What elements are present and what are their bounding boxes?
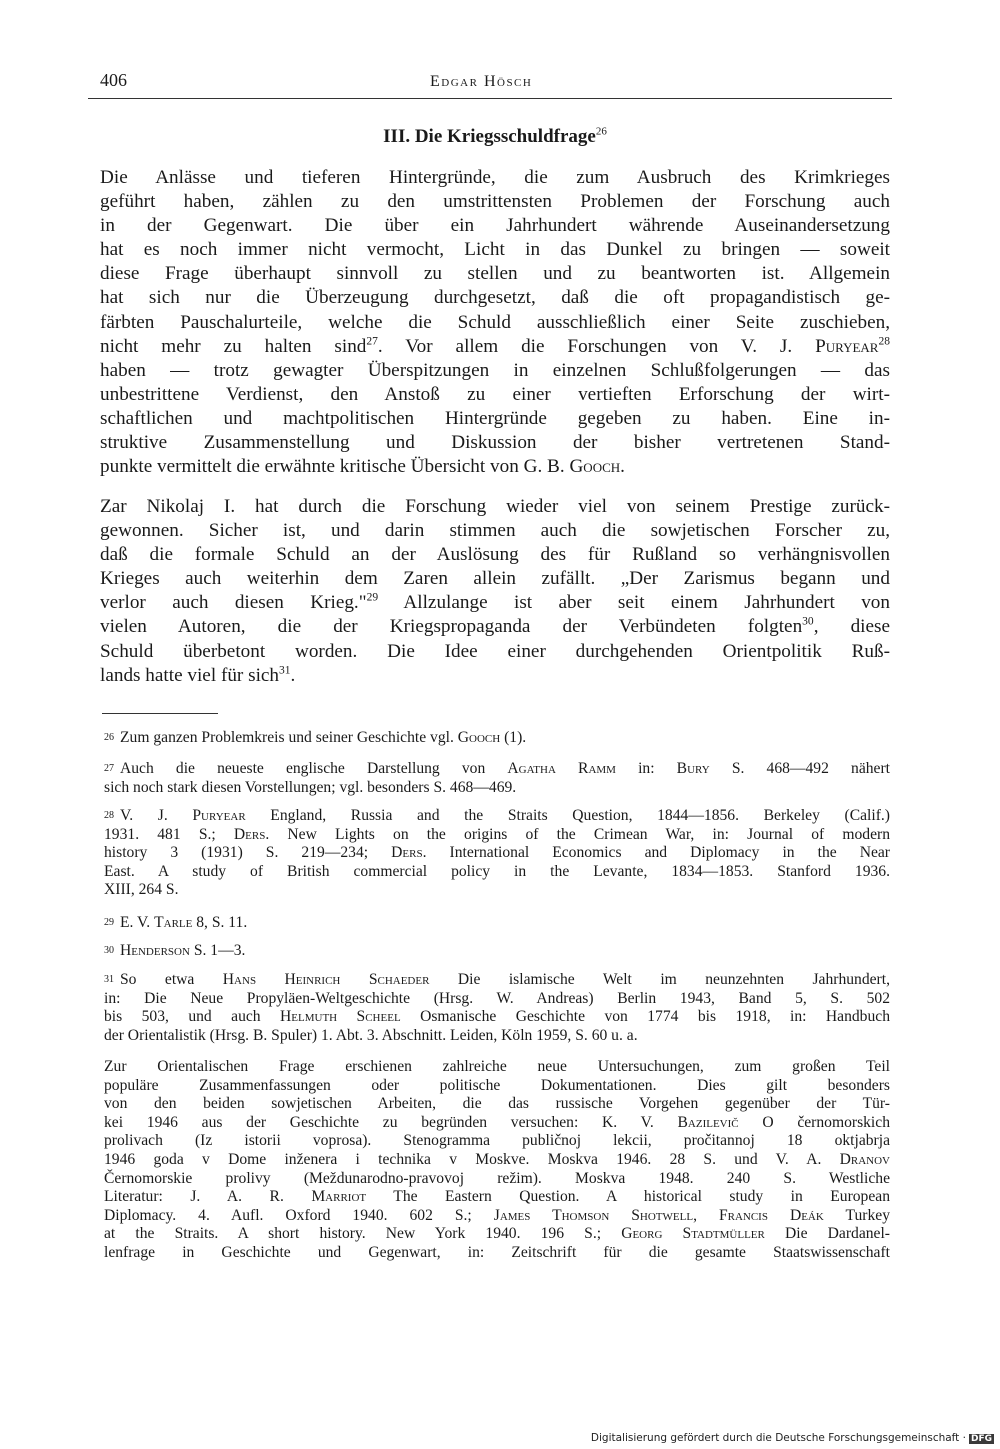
text-line: [104, 1207, 890, 1226]
footnote-ref-31: 31: [279, 664, 291, 677]
text-line: struktive Zusammenstellung und Diskussion der bisher vertretenen Stand-: [100, 432, 890, 454]
text-segment: in:: [615, 760, 677, 777]
author-name: Francis Deák: [718, 1206, 824, 1224]
text-line: [104, 1008, 890, 1027]
text-line: gewonnen. Sicher ist, und darin stimmen auch die sowjetischen Forscher zu,: [100, 520, 890, 542]
footnote-ref-29: 29: [366, 591, 379, 604]
text-segment: bis 503, und auch: [104, 1008, 281, 1026]
page-header: [100, 70, 890, 98]
text-segment: nicht mehr zu halten sind: [100, 335, 367, 357]
text-line: [104, 942, 890, 961]
footnote-number: 26: [104, 732, 114, 743]
digitization-credit: [591, 1432, 994, 1444]
author-name: Agatha Ramm: [507, 760, 616, 777]
text-segment: Die Dardanel-: [764, 1225, 890, 1243]
text-segment: 8, S. 11.: [192, 914, 248, 931]
footnote-26: [104, 729, 890, 748]
text-line: [104, 1188, 890, 1207]
text-line: [104, 729, 890, 748]
author-name: Puryear: [192, 807, 246, 824]
page-number: 406: [100, 70, 127, 90]
text-segment: Zum ganzen Problemkreis und seiner Geschichte vgl.: [120, 729, 458, 746]
text-line: hat es noch immer nicht vermocht, Licht in das Dunkel zu bringen — soweit: [100, 239, 890, 261]
text-segment: . Vor allem die Forschungen von V. J.: [377, 335, 816, 357]
text-line: schaftlichen und machtpolitischen Hintergründe gegeben zu haben. Eine in-: [100, 407, 890, 429]
text-line: [104, 844, 890, 863]
text-segment: Osmanische Geschichte von 1774 bis 1918, in: Handbuch: [400, 1008, 890, 1026]
dfg-logo: DFG: [970, 1434, 992, 1444]
paragraph-1: [100, 166, 890, 479]
text-segment: history 3 (1931) S. 219—234;: [104, 844, 392, 862]
text-segment: .: [620, 456, 625, 478]
footnote-27: [104, 760, 890, 797]
text-segment: Allzulange ist aber seit einem Jahrhundert von: [378, 592, 890, 614]
footnote-number: 28: [104, 810, 114, 821]
text-line: East. A study of British commercial policy in the Levante, 1834—1853. Stanford 1936.: [104, 862, 890, 880]
text-line: prolivach (Iz istorii voprosa). Stenogramma publičnoj lekcii, pročitannoj 18 oktjabrja: [104, 1132, 890, 1150]
footnote-ref-27: 27: [366, 335, 378, 348]
text-segment: S. 1—3.: [189, 942, 246, 959]
author-name: Marriot: [311, 1188, 367, 1206]
footnote-ref-30: 30: [802, 616, 814, 629]
author-name: Henderson: [120, 942, 190, 959]
text-segment: , diese: [813, 616, 890, 638]
author-name: Georg Stadtmüller: [621, 1225, 765, 1243]
text-line: Krieges auch weiterhin dem Zaren allein zufällt. „Der Zarismus begann und: [100, 568, 890, 590]
text-line: Schuld überbetont worden. Die Idee einer durchgehenden Orientpolitik Ruß-: [100, 640, 890, 662]
footnote-ref-28: 28: [878, 335, 890, 348]
footnote-separator: [102, 713, 218, 714]
text-line: daß die formale Schuld an der Auslösung des für Rußland so verhängnisvollen: [100, 544, 890, 566]
footnote-31-continuation: [104, 1058, 890, 1263]
text-line: [104, 1114, 890, 1133]
text-segment: S. 468—492 nähert: [709, 760, 890, 777]
text-line: unbestrittene Verdienst, den Anstoß zu einer vertieften Erforschung der wirt-: [100, 383, 890, 405]
author-name: Puryear: [815, 335, 879, 357]
text-segment: New Lights on the origins of the Crimean War, in: Journal of modern: [269, 825, 890, 843]
text-segment: verlor auch diesen Krieg.": [100, 592, 367, 614]
section-heading: [100, 126, 890, 148]
text-line: XIII, 264 S.: [104, 881, 179, 899]
text-line: populäre Zusammenfassungen oder politische Dokumentationen. Dies gilt besonders: [104, 1076, 890, 1094]
text-line: hat sich nur die Überzeugung durchgesetzt, daß die oft propagandistisch ge-: [100, 287, 890, 309]
author-name: Helmuth Scheel: [280, 1008, 401, 1026]
text-line: [100, 591, 890, 615]
text-segment: Literatur: J. A. R.: [104, 1188, 312, 1206]
author-name: James Thomson Shotwell: [493, 1206, 694, 1224]
footnote-31: [104, 971, 890, 1045]
footnote-ref-26: 26: [595, 125, 607, 138]
text-line: Die Anlässe und tieferen Hintergründe, die zum Ausbruch des Krimkrieges: [100, 167, 890, 188]
text-line: der Orientalistik (Hrsg. B. Spuler) 1. Abt. 3. Abschnitt. Leiden, Köln 1959, S. 60 u. a.: [104, 1026, 638, 1044]
text-segment: 1946 goda v Dome inženera i technika v Moskve. Moskva 1946. 28 S. und V. A.: [104, 1150, 840, 1168]
text-line: [100, 664, 890, 688]
author-name: Bury: [676, 760, 710, 777]
text-line: [104, 1151, 890, 1170]
paragraph-2: [100, 495, 890, 688]
author-name: Gooch: [569, 456, 621, 478]
text-segment: Diplomacy. 4. Aufl. Oxford 1940. 602 S.;: [104, 1206, 494, 1224]
text-line: [104, 1225, 890, 1244]
author-name: Hans Heinrich Schaeder: [222, 971, 430, 988]
text-line: [104, 807, 890, 826]
text-line: färbten Pauschalurteile, welche die Schuld ausschließlich einer Seite zuschieben,: [100, 311, 890, 333]
author-name: Dranov: [839, 1150, 890, 1168]
text-segment: E. V.: [120, 914, 155, 931]
text-segment: vielen Autoren, die der Kriegspropaganda der Verbündeten folgten: [100, 616, 803, 638]
text-line: Černomorskie prolivy (Meždunarodno-pravovoj režim). Moskva 1948. 240 S. Westliche: [104, 1169, 890, 1187]
text-segment: V. J.: [120, 807, 193, 824]
text-line: [104, 760, 890, 779]
digitization-credit-text: Digitalisierung gefördert durch die Deutsche Forschungsgemeinschaft ·: [590, 1432, 966, 1444]
text-segment: Auch die neueste englische Darstellung von: [120, 760, 508, 777]
footnote-number: 29: [104, 917, 114, 928]
text-line: [100, 455, 890, 479]
text-segment: The Eastern Question. A historical study in European: [366, 1188, 890, 1206]
footnote-number: 27: [104, 763, 114, 774]
text-segment: 1931. 481 S.;: [104, 825, 234, 843]
text-line: von den beiden sowjetischen Arbeiten, die das russische Vorgehen gegenüber der Tür-: [104, 1095, 890, 1113]
text-line: [104, 971, 890, 990]
text-line: Zur Orientalischen Frage erschienen zahlreiche neue Untersuchungen, zum großen Teil: [104, 1058, 890, 1075]
text-segment: International Economics and Diplomacy in the Near: [426, 844, 890, 862]
text-line: in der Gegenwart. Die über ein Jahrhundert währende Auseinandersetzung: [100, 215, 890, 237]
text-segment: punkte vermittelt die erwähnte kritische Übersicht von G. B.: [100, 456, 570, 478]
text-line: lenfrage in Geschichte und Gegenwart, in: Zeitschrift für die gesamte Staatswissenschaft: [104, 1243, 890, 1261]
text-line: haben — trotz gewagter Überspitzungen in einzelnen Schlußfolgerungen — das: [100, 359, 890, 381]
section-heading-text: III. Die Kriegsschuldfrage: [383, 126, 596, 147]
text-segment: kei 1946 aus der Geschichte zu begründen versuchen: K. V.: [104, 1113, 678, 1131]
author-name: Ders.: [233, 825, 270, 843]
text-segment: Turkey: [823, 1206, 890, 1224]
text-line: diese Frage überhaupt sinnvoll zu stellen und zu beantworten ist. Allgemein: [100, 263, 890, 285]
text-segment: Die islamische Welt im neunzehnten Jahrhundert,: [429, 971, 890, 988]
footnote-30: [104, 942, 890, 961]
footnote-number: 31: [104, 974, 114, 985]
text-segment: at the Straits. A short history. New York 1940. 196 S.;: [104, 1225, 622, 1243]
running-title: Edgar Hösch: [430, 73, 533, 90]
text-line: [104, 826, 890, 845]
text-segment: lands hatte viel für sich: [100, 664, 280, 686]
text-segment: .: [290, 664, 296, 686]
footnote-28: [104, 807, 890, 900]
footnote-29: [104, 914, 890, 933]
text-line: geführt haben, zählen zu den umstrittensten Problemen der Forschung auch: [100, 191, 890, 213]
text-segment: ,: [693, 1206, 719, 1224]
text-segment: So etwa: [120, 971, 223, 988]
text-line: [100, 615, 890, 639]
text-segment: England, Russia and the Straits Question, 1844—1856. Berkeley (Calif.): [245, 807, 890, 824]
text-line: [104, 914, 890, 933]
text-segment: O černomorskich: [738, 1113, 890, 1131]
text-line: in: Die Neue Propyläen-Weltgeschichte (Hrsg. W. Andreas) Berlin 1943, Band 5, S. 502: [104, 989, 890, 1007]
author-name: Ders.: [391, 844, 427, 862]
footnote-number: 30: [104, 945, 114, 956]
text-line: sich noch stark diesen Vorstellungen; vgl. besonders S. 468—469.: [104, 778, 517, 796]
author-name: Tarle: [154, 914, 193, 931]
header-rule: [88, 98, 892, 99]
text-line: Zar Nikolaj I. hat durch die Forschung wieder viel von seinem Prestige zurück-: [100, 496, 890, 517]
author-name: Gooch: [457, 729, 501, 746]
text-segment: (1).: [500, 729, 527, 746]
text-line: [100, 335, 890, 359]
author-name: Bazilevič: [677, 1113, 739, 1131]
